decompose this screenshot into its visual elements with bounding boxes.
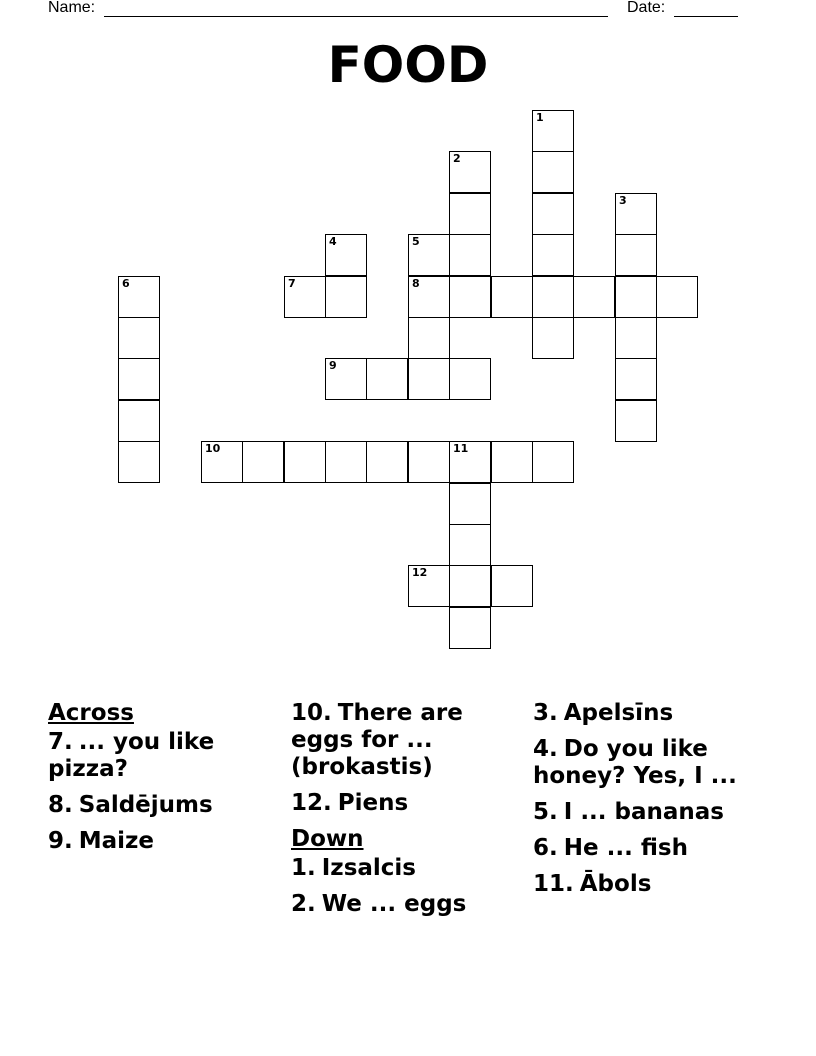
page-title: FOOD xyxy=(327,36,489,94)
grid-cell[interactable] xyxy=(491,565,533,607)
clue-text: He ... fish xyxy=(563,835,688,861)
grid-cell[interactable] xyxy=(242,441,284,483)
clues-column-1 xyxy=(48,700,278,864)
grid-cell[interactable] xyxy=(449,358,491,400)
grid-cell[interactable] xyxy=(284,441,326,483)
grid-cell[interactable] xyxy=(573,276,615,318)
grid-cell[interactable] xyxy=(615,193,657,235)
grid-cell[interactable] xyxy=(118,441,160,483)
clue-number: 9. xyxy=(48,828,73,854)
grid-cell[interactable] xyxy=(615,358,657,400)
clue-text: I ... bananas xyxy=(563,799,724,825)
clue-item xyxy=(48,729,278,783)
name-label: Name: xyxy=(48,0,96,16)
clue-number: 10. xyxy=(291,700,332,726)
clue-list xyxy=(291,855,521,918)
clue-list xyxy=(533,700,793,898)
grid-cell[interactable] xyxy=(491,276,533,318)
grid-cell[interactable] xyxy=(656,276,698,318)
clues-column-3 xyxy=(533,700,793,907)
clue-item xyxy=(291,891,521,918)
clue-text: Apelsīns xyxy=(563,700,674,726)
grid-cell[interactable] xyxy=(449,193,491,235)
clue-item xyxy=(291,700,521,781)
clue-list xyxy=(291,700,521,817)
clues-column-2 xyxy=(291,700,521,927)
clue-item xyxy=(533,871,793,898)
clue-text: Ābols xyxy=(579,871,652,897)
clue-text: We ... eggs xyxy=(321,891,467,917)
clue-text: There are eggs for ... (brokastis) xyxy=(291,700,463,780)
cell-number: 9 xyxy=(329,359,337,372)
clue-item xyxy=(291,855,521,882)
cell-number: 8 xyxy=(412,277,420,290)
clue-text: Izsalcis xyxy=(321,855,416,881)
grid-cell[interactable] xyxy=(284,276,326,318)
clue-number: 11. xyxy=(533,871,574,897)
date-label: Date: xyxy=(627,0,666,16)
grid-cell[interactable] xyxy=(449,276,491,318)
grid-cell[interactable] xyxy=(449,441,491,483)
grid-cell[interactable] xyxy=(449,524,491,566)
clue-item xyxy=(533,700,793,727)
grid-cell[interactable] xyxy=(449,565,491,607)
cell-number: 10 xyxy=(205,442,221,455)
clue-number: 5. xyxy=(533,799,558,825)
clue-item xyxy=(48,828,278,855)
clue-list xyxy=(48,729,278,855)
grid-cell[interactable] xyxy=(491,441,533,483)
grid-cell[interactable] xyxy=(408,565,450,607)
cell-number: 2 xyxy=(453,152,461,165)
clue-number: 1. xyxy=(291,855,316,881)
cell-number: 12 xyxy=(412,566,428,579)
clue-number: 3. xyxy=(533,700,558,726)
clue-number: 4. xyxy=(533,736,558,762)
grid-cell[interactable] xyxy=(325,276,367,318)
clue-text: Piens xyxy=(337,790,409,816)
cell-number: 11 xyxy=(453,442,469,455)
clue-text: Saldējums xyxy=(78,792,213,818)
grid-cell[interactable] xyxy=(325,441,367,483)
clue-number: 8. xyxy=(48,792,73,818)
grid-cell[interactable] xyxy=(449,607,491,649)
grid-cell[interactable] xyxy=(532,441,574,483)
clue-number: 2. xyxy=(291,891,316,917)
grid-cell[interactable] xyxy=(532,234,574,276)
grid-cell[interactable] xyxy=(366,441,408,483)
grid-cell[interactable] xyxy=(118,400,160,442)
grid-cell[interactable] xyxy=(449,151,491,193)
clue-item xyxy=(48,792,278,819)
grid-cell[interactable] xyxy=(325,234,367,276)
clue-item xyxy=(533,736,793,790)
grid-cell[interactable] xyxy=(615,276,657,318)
grid-cell[interactable] xyxy=(118,276,160,318)
clue-text: Maize xyxy=(78,828,155,854)
grid-cell[interactable] xyxy=(408,358,450,400)
grid-cell[interactable] xyxy=(201,441,243,483)
grid-cell[interactable] xyxy=(408,441,450,483)
grid-cell[interactable] xyxy=(118,317,160,359)
cell-number: 1 xyxy=(536,111,544,124)
clue-item xyxy=(533,799,793,826)
clue-number: 7. xyxy=(48,729,73,755)
grid-cell[interactable] xyxy=(615,317,657,359)
grid-cell[interactable] xyxy=(118,358,160,400)
grid-cell[interactable] xyxy=(532,276,574,318)
cell-number: 3 xyxy=(619,194,627,207)
cell-number: 5 xyxy=(412,235,420,248)
grid-cell[interactable] xyxy=(532,317,574,359)
grid-cell[interactable] xyxy=(408,276,450,318)
grid-cell[interactable] xyxy=(408,317,450,359)
grid-cell[interactable] xyxy=(615,400,657,442)
cell-number: 4 xyxy=(329,235,337,248)
clue-item xyxy=(291,790,521,817)
clue-text: ... you like pizza? xyxy=(48,729,215,782)
grid-cell[interactable] xyxy=(532,193,574,235)
grid-cell[interactable] xyxy=(325,358,367,400)
across-heading: Across xyxy=(48,700,134,726)
grid-cell[interactable] xyxy=(532,151,574,193)
down-heading: Down xyxy=(291,826,364,852)
clue-number: 6. xyxy=(533,835,558,861)
grid-cell[interactable] xyxy=(408,234,450,276)
clue-text: Do you like honey? Yes, I ... xyxy=(533,736,737,789)
grid-cell[interactable] xyxy=(532,110,574,152)
clue-item xyxy=(533,835,793,862)
grid-cell[interactable] xyxy=(449,234,491,276)
clue-number: 12. xyxy=(291,790,332,816)
grid-cell[interactable] xyxy=(615,234,657,276)
grid-cell[interactable] xyxy=(366,358,408,400)
cell-number: 7 xyxy=(288,277,296,290)
grid-cell[interactable] xyxy=(449,483,491,525)
cell-number: 6 xyxy=(122,277,130,290)
